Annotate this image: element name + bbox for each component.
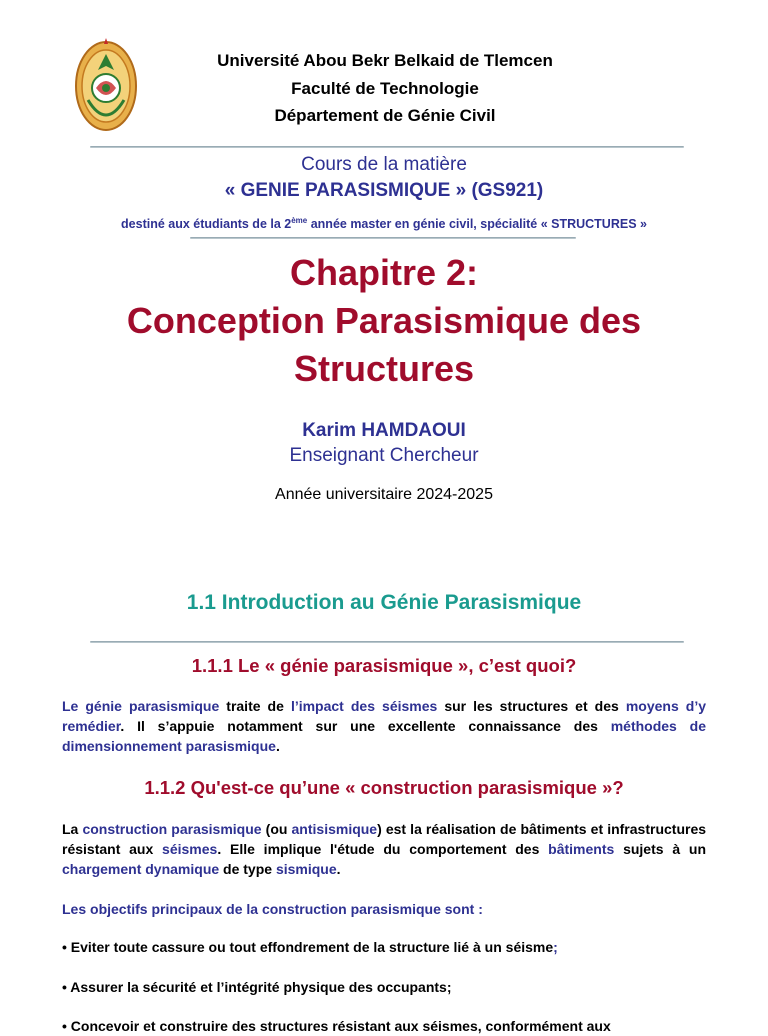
subsection-title-2: 1.1.2 Qu'est-ce qu’une « construction parasismique »? bbox=[144, 777, 624, 798]
author-role: Enseignant Chercheur bbox=[289, 445, 479, 466]
course-title: « GENIE PARASISMIQUE » (GS921) bbox=[224, 180, 544, 201]
chapter-title-line1: Conception Parasismique des bbox=[126, 300, 642, 341]
subsection-title-1: 1.1.1 Le « génie parasismique », c’est quoi? bbox=[191, 655, 577, 676]
author-name: Karim HAMDAOUI bbox=[302, 420, 466, 441]
course-audience: destiné aux étudiants de la 2ème année master en génie civil, spécialité « STRUCTURES » bbox=[121, 216, 647, 232]
objective-bullet-3: • Concevoir et construire des structures résistant aux séismes, conformément aux bbox=[62, 1018, 611, 1034]
objective-bullet-2: • Assurer la sécurité et l’intégrité physique des occupants; bbox=[62, 979, 452, 995]
paragraph-2: La construction parasismique (ou antisismique) est la réalisation de bâtiments et infrastructures résistant aux séismes. Elle implique l'étude du comportement des bâtiments sujets à un chargement dynamique de type sismique. bbox=[62, 821, 707, 877]
chapter-title-line2: Structures bbox=[293, 348, 475, 389]
objectives-title: Les objectifs principaux de la construction parasismique sont : bbox=[62, 901, 483, 917]
divider bbox=[90, 641, 684, 643]
divider bbox=[190, 237, 576, 239]
course-label: Cours de la matière bbox=[301, 154, 467, 175]
divider bbox=[90, 146, 684, 148]
section-title: 1.1 Introduction au Génie Parasismique bbox=[186, 591, 582, 614]
department-name: Département de Génie Civil bbox=[274, 106, 496, 125]
university-name: Université Abou Bekr Belkaid de Tlemcen bbox=[217, 51, 553, 70]
faculty-name: Faculté de Technologie bbox=[291, 79, 479, 98]
chapter-number: Chapitre 2: bbox=[289, 252, 479, 293]
paragraph-1: Le génie parasismique traite de l’impact des séismes sur les structures et des moyens d’y remédier. Il s’appuie notamment sur une excellente connaissance des méthodes de dimensionnement parasismique. bbox=[62, 698, 707, 754]
objective-bullet-1: • Eviter toute cassure ou tout effondrement de la structure lié à un séisme; bbox=[62, 939, 558, 955]
academic-year: Année universitaire 2024-2025 bbox=[275, 486, 493, 503]
